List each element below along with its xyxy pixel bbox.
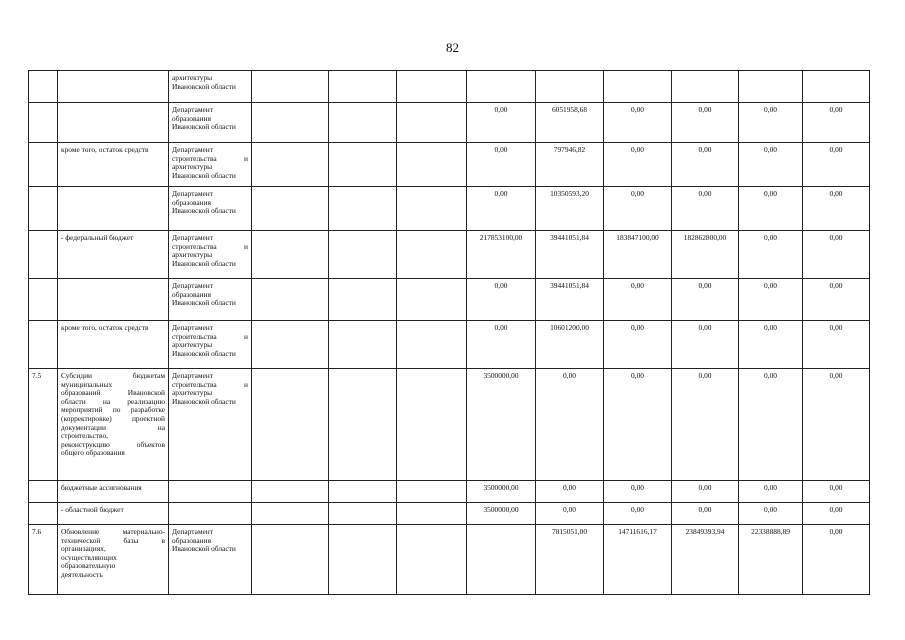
cell-line: Ивановской области bbox=[172, 170, 236, 180]
empty-cell bbox=[329, 369, 397, 481]
value-cell: 0,00 bbox=[739, 321, 803, 369]
value-cell: 0,00 bbox=[604, 279, 672, 321]
value-cell: 0,00 bbox=[739, 503, 803, 525]
cell-line: Департамент bbox=[172, 323, 213, 332]
table-row bbox=[29, 103, 870, 143]
row-name-cell bbox=[58, 231, 169, 279]
value-cell: 0,00 bbox=[467, 187, 536, 231]
cell-line: деятельность bbox=[61, 569, 103, 579]
row-code-cell bbox=[29, 503, 58, 525]
cell-line: - областной бюджет bbox=[61, 505, 124, 514]
row-code-cell: 7.6 bbox=[29, 525, 58, 595]
cell-line: кроме того, остаток средств bbox=[61, 145, 149, 154]
empty-cell bbox=[397, 503, 467, 525]
value-cell: 0,00 bbox=[467, 279, 536, 321]
value-cell bbox=[467, 525, 536, 595]
value-cell: 183847100,00 bbox=[604, 231, 672, 279]
row-name-cell bbox=[58, 103, 169, 143]
empty-cell bbox=[397, 103, 467, 143]
value-cell: 39441051,84 bbox=[536, 231, 604, 279]
cell-line: мероприятий по разработке bbox=[61, 405, 165, 415]
row-code-cell bbox=[29, 187, 58, 231]
empty-cell bbox=[329, 481, 397, 503]
value-cell: 0,00 bbox=[672, 321, 739, 369]
cell-line: Департамент bbox=[172, 233, 213, 242]
row-code-cell bbox=[29, 481, 58, 503]
value-cell: 0,00 bbox=[467, 143, 536, 187]
row-name-cell bbox=[58, 525, 169, 595]
cell-line: образования bbox=[172, 113, 211, 123]
row-code-cell bbox=[29, 279, 58, 321]
cell-line: Департамент bbox=[172, 145, 213, 154]
empty-cell bbox=[397, 143, 467, 187]
value-cell: 7815051,00 bbox=[536, 525, 604, 595]
value-cell: 0,00 bbox=[672, 503, 739, 525]
table-row bbox=[29, 279, 870, 321]
empty-cell bbox=[329, 503, 397, 525]
cell-line: Департамент bbox=[172, 189, 213, 198]
cell-line: архитектуры bbox=[172, 250, 213, 260]
empty-cell bbox=[397, 231, 467, 279]
empty-cell bbox=[329, 525, 397, 595]
table-row bbox=[29, 369, 870, 481]
cell-line: Ивановской области bbox=[172, 298, 236, 308]
value-cell: 0,00 bbox=[604, 481, 672, 503]
row-org-cell bbox=[169, 71, 252, 103]
cell-line: (корректировке) проектной bbox=[61, 413, 165, 423]
row-org-cell bbox=[169, 321, 252, 369]
value-cell: 0,00 bbox=[803, 369, 870, 481]
cell-line: строительства и bbox=[172, 331, 248, 341]
empty-cell bbox=[397, 369, 467, 481]
value-cell: 10350593,20 bbox=[536, 187, 604, 231]
cell-line: муниципальных bbox=[61, 379, 113, 389]
cell-line: образовательную bbox=[61, 561, 116, 571]
empty-cell bbox=[329, 143, 397, 187]
value-cell bbox=[604, 71, 672, 103]
value-cell: 0,00 bbox=[739, 103, 803, 143]
value-cell bbox=[672, 71, 739, 103]
empty-cell bbox=[397, 481, 467, 503]
cell-line: Департамент bbox=[172, 527, 213, 536]
value-cell: 0,00 bbox=[739, 369, 803, 481]
empty-cell bbox=[397, 279, 467, 321]
cell-line: архитектуры bbox=[172, 388, 213, 398]
row-name-cell bbox=[58, 279, 169, 321]
value-cell: 0,00 bbox=[672, 187, 739, 231]
cell-line: Ивановской области bbox=[172, 396, 236, 406]
cell-line: архитектуры bbox=[172, 340, 213, 350]
cell-line: образования bbox=[172, 289, 211, 299]
row-code-cell: 7.5 bbox=[29, 369, 58, 481]
row-name-cell bbox=[58, 369, 169, 481]
value-cell: 0,00 bbox=[803, 143, 870, 187]
row-org-cell bbox=[169, 525, 252, 595]
value-cell: 182862800,00 bbox=[672, 231, 739, 279]
value-cell: 0,00 bbox=[536, 481, 604, 503]
cell-line: архитектуры bbox=[172, 73, 213, 82]
value-cell: 0,00 bbox=[672, 143, 739, 187]
empty-cell bbox=[252, 321, 329, 369]
cell-line: Департамент bbox=[172, 371, 213, 380]
value-cell: 0,00 bbox=[672, 481, 739, 503]
value-cell: 0,00 bbox=[739, 143, 803, 187]
value-cell: 0,00 bbox=[604, 369, 672, 481]
cell-line: Обновление материально- bbox=[61, 527, 165, 536]
empty-cell bbox=[252, 369, 329, 481]
empty-cell bbox=[252, 503, 329, 525]
empty-cell bbox=[329, 231, 397, 279]
row-org-cell bbox=[169, 481, 252, 503]
row-name-cell bbox=[58, 481, 169, 503]
cell-line: Ивановской области bbox=[172, 348, 236, 358]
row-code-cell bbox=[29, 103, 58, 143]
row-name-cell bbox=[58, 71, 169, 103]
value-cell: 0,00 bbox=[803, 503, 870, 525]
row-code-cell bbox=[29, 143, 58, 187]
row-code-cell bbox=[29, 71, 58, 103]
value-cell bbox=[536, 71, 604, 103]
row-org-cell bbox=[169, 143, 252, 187]
page-number: 82 bbox=[446, 40, 459, 55]
cell-line: Ивановской области bbox=[172, 544, 236, 554]
cell-line: Ивановской области bbox=[172, 122, 236, 132]
empty-cell bbox=[252, 481, 329, 503]
value-cell: 14711616,17 bbox=[604, 525, 672, 595]
empty-cell bbox=[252, 231, 329, 279]
row-name-cell bbox=[58, 321, 169, 369]
empty-cell bbox=[397, 71, 467, 103]
row-name-cell bbox=[58, 143, 169, 187]
value-cell: 0,00 bbox=[739, 231, 803, 279]
value-cell: 0,00 bbox=[604, 103, 672, 143]
row-org-cell bbox=[169, 103, 252, 143]
value-cell: 0,00 bbox=[604, 143, 672, 187]
value-cell: 0,00 bbox=[803, 481, 870, 503]
cell-line: Ивановской области bbox=[172, 258, 236, 268]
budget-table bbox=[28, 70, 870, 595]
empty-cell bbox=[252, 71, 329, 103]
value-cell: 0,00 bbox=[803, 279, 870, 321]
cell-line: технической базы в bbox=[61, 535, 165, 545]
empty-cell bbox=[252, 525, 329, 595]
empty-cell bbox=[252, 103, 329, 143]
value-cell: 0,00 bbox=[467, 103, 536, 143]
row-org-cell bbox=[169, 187, 252, 231]
value-cell: 797946,82 bbox=[536, 143, 604, 187]
table-body bbox=[29, 71, 870, 595]
cell-line: осуществляющих bbox=[61, 552, 117, 562]
table-row bbox=[29, 503, 870, 525]
row-org-cell bbox=[169, 503, 252, 525]
empty-cell bbox=[252, 187, 329, 231]
empty-cell bbox=[329, 321, 397, 369]
value-cell: 0,00 bbox=[536, 503, 604, 525]
value-cell: 6051958,68 bbox=[536, 103, 604, 143]
cell-line: образований Ивановской bbox=[61, 388, 165, 398]
value-cell: 0,00 bbox=[467, 321, 536, 369]
value-cell bbox=[739, 71, 803, 103]
value-cell: 0,00 bbox=[672, 369, 739, 481]
row-org-cell bbox=[169, 279, 252, 321]
cell-line: Ивановской области bbox=[172, 81, 236, 91]
cell-line: общего образования bbox=[61, 448, 125, 458]
value-cell: 0,00 bbox=[604, 503, 672, 525]
value-cell: 0,00 bbox=[739, 279, 803, 321]
cell-line: реконструкцию объектов bbox=[61, 439, 165, 449]
value-cell: 0,00 bbox=[604, 321, 672, 369]
cell-line: документации на bbox=[61, 422, 165, 432]
empty-cell bbox=[397, 321, 467, 369]
row-name-cell bbox=[58, 187, 169, 231]
cell-line: образования bbox=[172, 535, 211, 545]
value-cell: 0,00 bbox=[803, 321, 870, 369]
cell-line: архитектуры bbox=[172, 162, 213, 172]
table-row bbox=[29, 481, 870, 503]
value-cell bbox=[467, 71, 536, 103]
value-cell: 0,00 bbox=[672, 279, 739, 321]
value-cell: 0,00 bbox=[803, 103, 870, 143]
value-cell: 0,00 bbox=[803, 187, 870, 231]
value-cell: 0,00 bbox=[803, 525, 870, 595]
value-cell: 217853100,00 bbox=[467, 231, 536, 279]
value-cell: 0,00 bbox=[672, 103, 739, 143]
value-cell: 10601200,00 bbox=[536, 321, 604, 369]
cell-line: организациях, bbox=[61, 544, 106, 554]
row-name-cell bbox=[58, 503, 169, 525]
row-code-cell bbox=[29, 231, 58, 279]
value-cell: 3500000,00 bbox=[467, 369, 536, 481]
value-cell: 0,00 bbox=[739, 481, 803, 503]
row-org-cell bbox=[169, 231, 252, 279]
cell-line: бюджетные ассигнования bbox=[61, 483, 142, 492]
value-cell bbox=[803, 71, 870, 103]
table-row bbox=[29, 231, 870, 279]
cell-line: Департамент bbox=[172, 281, 213, 290]
cell-line: - федеральный бюджет bbox=[61, 233, 134, 242]
row-code-cell bbox=[29, 321, 58, 369]
cell-line: Субсидии бюджетам bbox=[61, 371, 165, 380]
cell-line: строительства и bbox=[172, 379, 248, 389]
value-cell: 0,00 bbox=[536, 369, 604, 481]
value-cell: 0,00 bbox=[739, 187, 803, 231]
cell-line: области на реализацию bbox=[61, 396, 165, 406]
empty-cell bbox=[329, 71, 397, 103]
cell-line: строительства и bbox=[172, 153, 248, 163]
value-cell: 23849393,94 bbox=[672, 525, 739, 595]
empty-cell bbox=[397, 525, 467, 595]
cell-line: Ивановской области bbox=[172, 206, 236, 216]
value-cell: 3500000,00 bbox=[467, 481, 536, 503]
empty-cell bbox=[329, 187, 397, 231]
value-cell: 0,00 bbox=[803, 231, 870, 279]
value-cell: 3500000,00 bbox=[467, 503, 536, 525]
empty-cell bbox=[252, 143, 329, 187]
cell-line: строительство, bbox=[61, 431, 109, 441]
empty-cell bbox=[329, 279, 397, 321]
table-row bbox=[29, 187, 870, 231]
cell-line: образования bbox=[172, 197, 211, 207]
cell-line: кроме того, остаток средств bbox=[61, 323, 149, 332]
empty-cell bbox=[252, 279, 329, 321]
table-row bbox=[29, 143, 870, 187]
table-row bbox=[29, 525, 870, 595]
table-row bbox=[29, 321, 870, 369]
empty-cell bbox=[329, 103, 397, 143]
value-cell: 39441051,84 bbox=[536, 279, 604, 321]
cell-line: строительства и bbox=[172, 241, 248, 251]
empty-cell bbox=[397, 187, 467, 231]
row-org-cell bbox=[169, 369, 252, 481]
value-cell: 22338888,89 bbox=[739, 525, 803, 595]
value-cell: 0,00 bbox=[604, 187, 672, 231]
cell-line: Департамент bbox=[172, 105, 213, 114]
table-row bbox=[29, 71, 870, 103]
